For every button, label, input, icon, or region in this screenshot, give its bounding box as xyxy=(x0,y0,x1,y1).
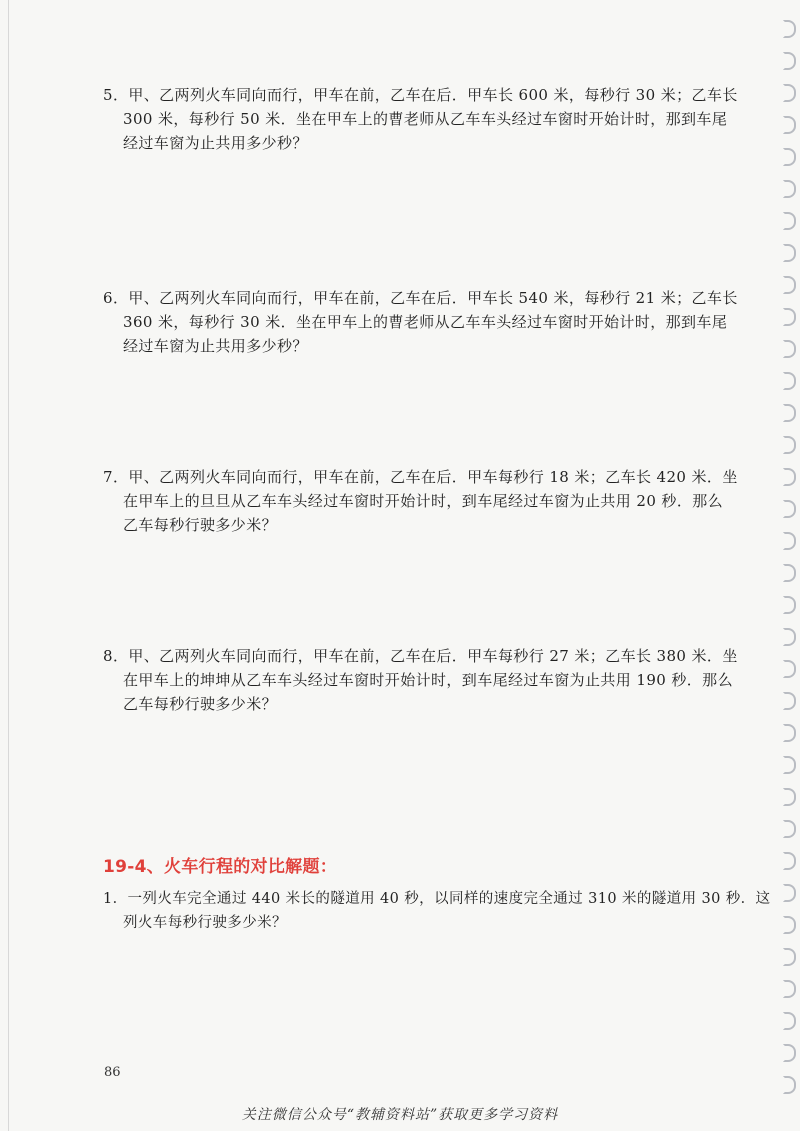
binding-ring-18 xyxy=(783,564,796,582)
binding-ring-16 xyxy=(783,500,796,518)
binding-ring-30 xyxy=(783,948,796,966)
binding-ring-27 xyxy=(783,852,796,870)
question-8-line-1: 8．甲、乙两列火车同向而行，甲车在前，乙车在后．甲车每秒行 27 米；乙车长 380 米．坐 xyxy=(103,647,738,665)
binding-ring-28 xyxy=(783,884,796,902)
binding-ring-2 xyxy=(783,52,796,70)
question-6 xyxy=(103,286,743,358)
binding-ring-8 xyxy=(783,244,796,262)
binding-ring-10 xyxy=(783,308,796,326)
question-6-line-3: 经过车窗为止共用多少秒？ xyxy=(123,337,308,355)
question-8-line-3: 乙车每秒行驶多少米？ xyxy=(123,695,278,713)
question-5-line-3: 经过车窗为止共用多少秒？ xyxy=(123,134,308,152)
question-7-line-2: 在甲车上的旦旦从乙车车头经过车窗时开始计时，到车尾经过车窗为止共用 20 秒．那么 xyxy=(123,492,724,510)
binding-ring-31 xyxy=(783,980,796,998)
binding-ring-33 xyxy=(783,1044,796,1062)
binding-ring-6 xyxy=(783,180,796,198)
binding-ring-17 xyxy=(783,532,796,550)
section-title: 19-4、火车行程的对比解题： xyxy=(103,857,338,877)
binding-ring-19 xyxy=(783,596,796,614)
binding-ring-23 xyxy=(783,724,796,742)
binding-ring-12 xyxy=(783,372,796,390)
question-8-line-2: 在甲车上的坤坤从乙车车头经过车窗时开始计时，到车尾经过车窗为止共用 190 秒．那么 xyxy=(123,671,733,689)
section-question-1 xyxy=(103,887,771,935)
binding-ring-34 xyxy=(783,1076,796,1094)
binding-ring-13 xyxy=(783,404,796,422)
binding-ring-22 xyxy=(783,692,796,710)
question-5-line-1: 5．甲、乙两列火车同向而行，甲车在前，乙车在后．甲车长 600 米，每秒行 30 米；乙车长 xyxy=(103,86,738,104)
page-number: 86 xyxy=(104,1065,121,1080)
spiral-binding xyxy=(782,20,796,1120)
binding-ring-21 xyxy=(783,660,796,678)
binding-ring-11 xyxy=(783,340,796,358)
binding-ring-25 xyxy=(783,788,796,806)
section-question-1-line-2: 列火车每秒行驶多少米？ xyxy=(123,915,287,931)
question-6-line-1: 6．甲、乙两列火车同向而行，甲车在前，乙车在后．甲车长 540 米，每秒行 21 米；乙车长 xyxy=(103,289,738,307)
binding-ring-4 xyxy=(783,116,796,134)
question-7-line-3: 乙车每秒行驶多少米？ xyxy=(123,516,278,534)
binding-ring-24 xyxy=(783,756,796,774)
binding-ring-9 xyxy=(783,276,796,294)
question-5 xyxy=(103,83,743,155)
footer-note: 关注微信公众号“教辅资料站”获取更多学习资料 xyxy=(241,1107,559,1123)
binding-ring-5 xyxy=(783,148,796,166)
binding-ring-26 xyxy=(783,820,796,838)
binding-ring-32 xyxy=(783,1012,796,1030)
question-6-line-2: 360 米，每秒行 30 米．坐在甲车上的曹老师从乙车车头经过车窗时开始计时，那到车尾 xyxy=(123,313,728,331)
binding-ring-20 xyxy=(783,628,796,646)
binding-ring-1 xyxy=(783,20,796,38)
page-edge-line xyxy=(8,0,9,1131)
binding-ring-3 xyxy=(783,84,796,102)
binding-ring-7 xyxy=(783,212,796,230)
binding-ring-15 xyxy=(783,468,796,486)
binding-ring-14 xyxy=(783,436,796,454)
question-7 xyxy=(103,465,743,537)
question-5-line-2: 300 米，每秒行 50 米．坐在甲车上的曹老师从乙车车头经过车窗时开始计时，那到车尾 xyxy=(123,110,728,128)
question-8 xyxy=(103,644,743,716)
question-7-line-1: 7．甲、乙两列火车同向而行，甲车在前，乙车在后．甲车每秒行 18 米；乙车长 420 米．坐 xyxy=(103,468,738,486)
section-question-1-line-1: 1．一列火车完全通过 440 米长的隧道用 40 秒，以同样的速度完全通过 310 米的隧道用 30 秒．这 xyxy=(103,891,771,907)
binding-ring-29 xyxy=(783,916,796,934)
